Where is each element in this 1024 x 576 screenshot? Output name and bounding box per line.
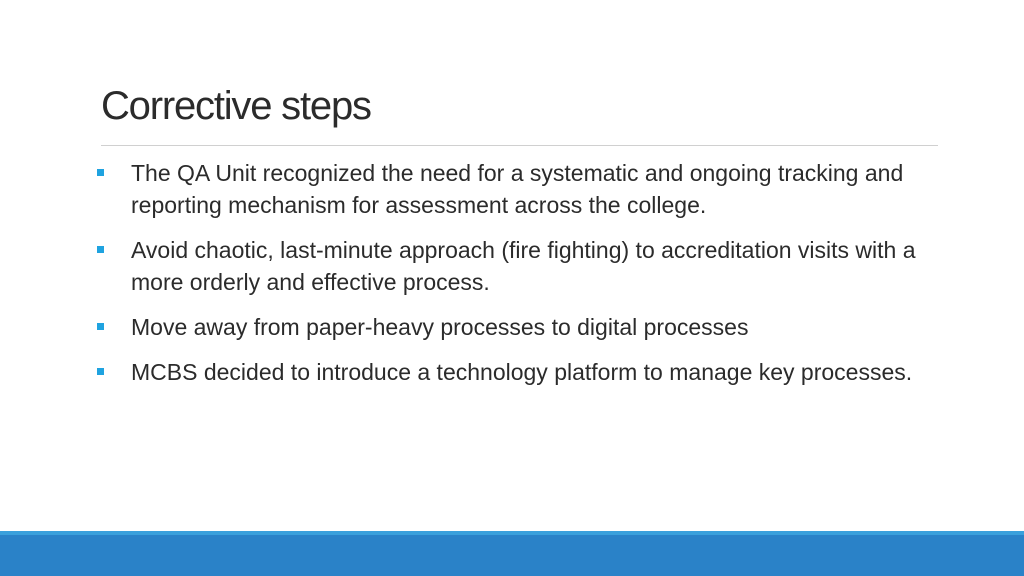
footer-bar	[0, 531, 1024, 576]
square-bullet-icon	[97, 246, 104, 253]
square-bullet-icon	[97, 323, 104, 330]
bullet-item	[95, 311, 955, 343]
bullet-text: The QA Unit recognized the need for a systematic and ongoing tracking and reporting mechanism for assessment across the college.	[131, 160, 904, 218]
bullet-list	[95, 157, 955, 401]
title-divider	[101, 145, 938, 146]
square-bullet-icon	[97, 368, 104, 375]
bullet-text: Avoid chaotic, last-minute approach (fire fighting) to accreditation visits with a more orderly and effective process.	[131, 237, 916, 295]
bullet-text: MCBS decided to introduce a technology platform to manage key processes.	[131, 359, 913, 385]
bullet-item	[95, 157, 955, 221]
footer-accent-line	[0, 531, 1024, 535]
bullet-text: Move away from paper-heavy processes to digital processes	[131, 314, 749, 340]
slide-title: Corrective steps	[101, 84, 371, 128]
square-bullet-icon	[97, 169, 104, 176]
bullet-item	[95, 234, 955, 298]
bullet-item	[95, 356, 955, 388]
